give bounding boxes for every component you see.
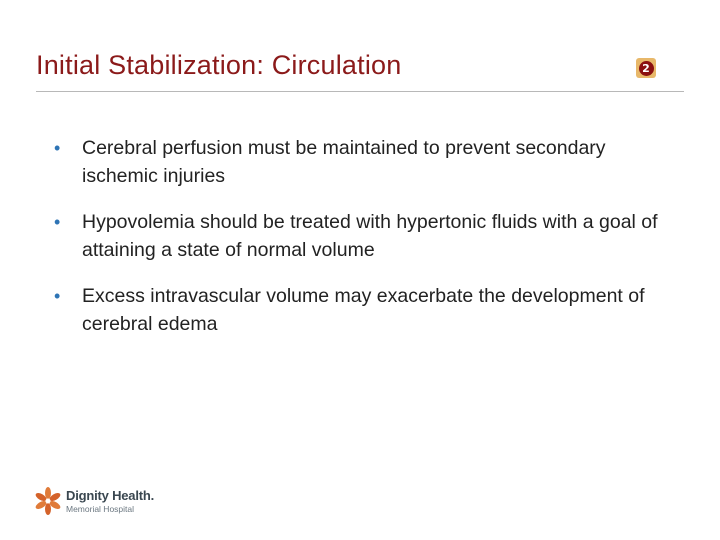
logo-text xyxy=(66,488,154,514)
step-number: 2 xyxy=(639,61,654,76)
slide-title: Initial Stabilization: Circulation xyxy=(36,50,402,80)
logo-name: Dignity Health. xyxy=(66,488,155,503)
list-item xyxy=(54,134,674,190)
bullet-text: Hypovolemia should be treated with hypertonic fluids with a goal of attaining a state of normal volume xyxy=(82,211,658,261)
bullet-marker: • xyxy=(54,212,61,232)
bullet-text: Cerebral perfusion must be maintained to prevent secondary ischemic injuries xyxy=(82,137,606,187)
title-divider xyxy=(36,91,684,92)
bullet-marker: • xyxy=(54,286,61,306)
logo-mark-icon xyxy=(34,486,62,516)
logo-subtitle: Memorial Hospital xyxy=(66,504,135,514)
bullet-list xyxy=(54,134,674,356)
bullet-text: Excess intravascular volume may exacerbate the development of cerebral edema xyxy=(82,285,645,335)
bullet-marker: • xyxy=(54,138,61,158)
dignity-health-logo xyxy=(34,486,164,520)
list-item xyxy=(54,282,674,338)
step-badge xyxy=(636,58,656,78)
list-item xyxy=(54,208,674,264)
